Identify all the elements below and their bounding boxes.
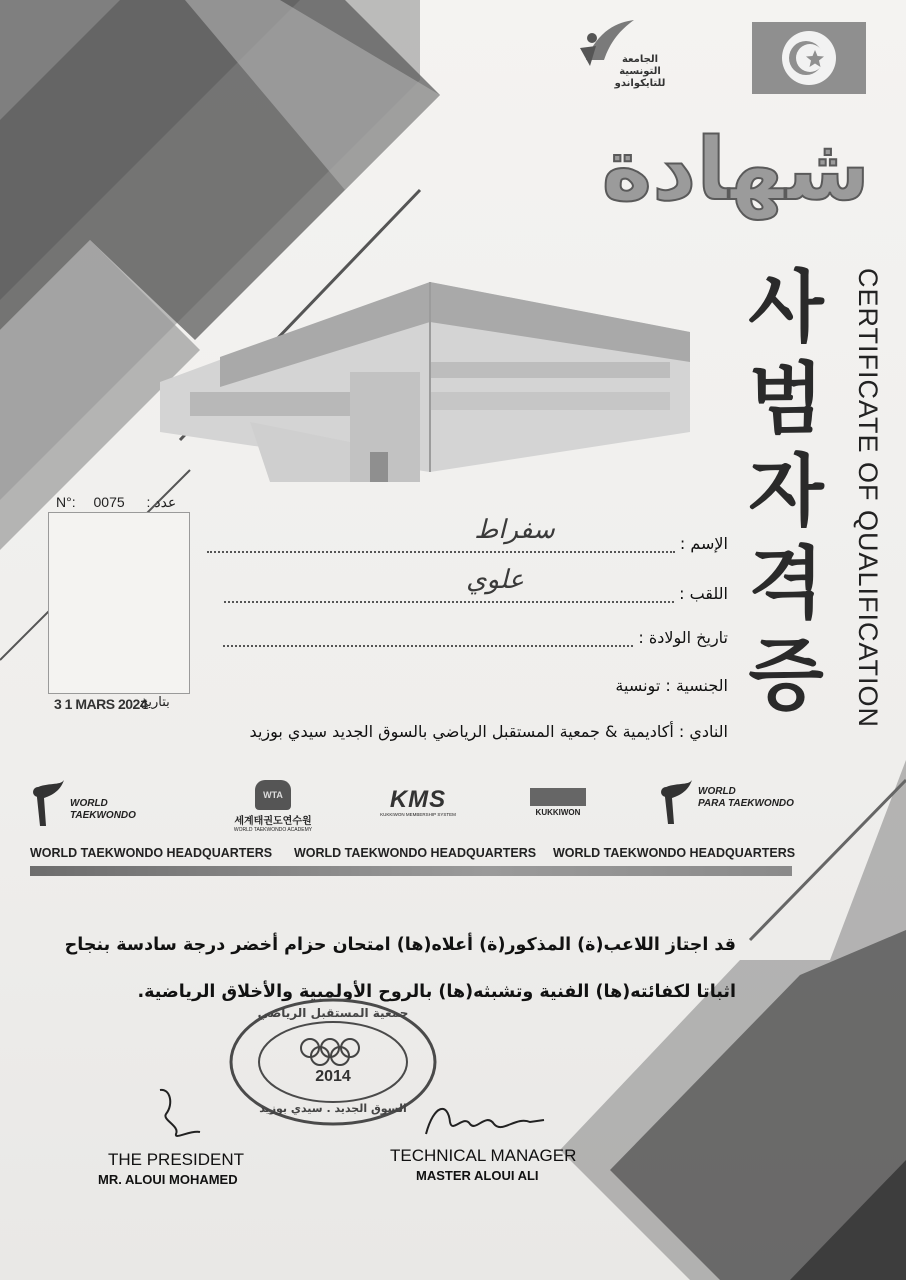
seal-top-text: جمعية المستقبل الرياضي xyxy=(257,1006,409,1020)
federation-name-line-1: الجامعة xyxy=(621,54,659,65)
number-arabic-label: : عدد xyxy=(146,494,177,510)
kms-logo xyxy=(378,788,458,817)
wta-badge-icon: WTA xyxy=(255,780,291,810)
hq-text-3: WORLD TAEKWONDO HEADQUARTERS xyxy=(553,846,796,860)
wt-line-1: WORLD xyxy=(70,798,108,809)
korean-char-5: 증 xyxy=(748,631,824,721)
hq-text-2: WORLD TAEKWONDO HEADQUARTERS xyxy=(294,846,537,860)
world-taekwondo-icon xyxy=(30,780,66,828)
surname-value: علوي xyxy=(466,565,524,595)
building-image xyxy=(130,262,730,502)
birth-line xyxy=(223,629,633,647)
name-value: سفراط xyxy=(474,515,555,545)
president-name: MR. ALOUI MOHAMED xyxy=(98,1172,238,1187)
president-title: THE PRESIDENT xyxy=(108,1150,245,1169)
date-stamp: 3 1 MARS 2024 xyxy=(54,696,148,712)
divider-band xyxy=(30,866,792,876)
birth-label: تاريخ الولادة : xyxy=(638,628,728,647)
title-english: CERTIFICATE OF QUALIFICATION xyxy=(853,268,883,729)
para-taekwondo-icon xyxy=(658,780,694,826)
technical-name: MASTER ALOUI ALI xyxy=(416,1168,539,1183)
kukkiwon-logo xyxy=(528,788,588,817)
wta-logo xyxy=(218,780,328,833)
para-line-1: WORLD xyxy=(698,786,736,797)
title-korean xyxy=(736,262,836,722)
kukkiwon-icon xyxy=(530,788,586,806)
korean-char-3: 자 xyxy=(748,447,824,537)
title-arabic: شهادة xyxy=(601,120,870,220)
name-label: الإسم : xyxy=(679,534,728,553)
president-signature xyxy=(150,1080,210,1150)
number-prefix: N°: xyxy=(56,494,76,510)
wta-korean: 세계태권도연수원 xyxy=(234,816,312,827)
kukkiwon-text: KUKKIWON xyxy=(535,808,581,817)
certificate-number xyxy=(56,494,176,511)
statement-line-1: قد اجتاز اللاعب(ة) المذكور(ة) أعلاه(ها) امتحان حزام أخضر درجة سادسة بنجاح xyxy=(64,935,736,955)
kms-sub: KUKKIWON MEMBERSHIP SYSTEM xyxy=(380,812,456,817)
federation-name-line-2: التونسية xyxy=(619,66,661,77)
surname-label: اللقب : xyxy=(679,584,728,603)
para-line-2: PARA TAEKWONDO xyxy=(698,798,794,809)
birth-field xyxy=(223,628,728,647)
korean-char-1: 사 xyxy=(748,263,824,353)
federation-logo xyxy=(572,20,670,102)
logos-row xyxy=(28,776,818,836)
federation-name xyxy=(610,54,670,90)
name-line xyxy=(207,515,675,553)
tunisia-flag-icon xyxy=(752,22,866,94)
club-seal xyxy=(228,996,438,1128)
para-taekwondo-logo xyxy=(658,780,794,831)
seal-bottom-text: السوق الجديد . سيدي بوزيد xyxy=(259,1102,407,1115)
nationality-field: الجنسية : تونسية xyxy=(615,676,728,695)
federation-name-line-3: للتايكواندو xyxy=(614,78,666,89)
number-value: 0075 xyxy=(93,494,125,510)
name-field xyxy=(207,515,728,553)
surname-field xyxy=(224,565,728,603)
olympic-rings-icon xyxy=(301,1039,359,1065)
wt-line-2: TAEKWONDO xyxy=(70,810,136,821)
technical-title: TECHNICAL MANAGER xyxy=(390,1146,577,1165)
korean-char-4: 격 xyxy=(748,539,824,629)
technical-signature xyxy=(420,1094,550,1144)
hq-text-1: WORLD TAEKWONDO HEADQUARTERS xyxy=(30,846,273,860)
club-field: النادي : أكاديمية & جمعية المستقبل الرياضي بالسوق الجديد سيدي بوزيد xyxy=(249,722,728,741)
korean-char-2: 범 xyxy=(748,355,824,445)
world-taekwondo-logo xyxy=(30,780,136,833)
photo-placeholder xyxy=(48,512,190,694)
seal-year: 2014 xyxy=(315,1068,351,1085)
surname-line xyxy=(224,565,674,603)
wta-english: WORLD TAEKWONDO ACADEMY xyxy=(233,827,313,833)
kms-text: KMS xyxy=(389,786,447,813)
date-label: بتاريخ xyxy=(140,695,170,710)
statement-line-2: اثباتا لكفائته(ها) الفنية وتشبثه(ها) بالروح الأولمبية والأخلاق الرياضية. xyxy=(137,982,736,1002)
